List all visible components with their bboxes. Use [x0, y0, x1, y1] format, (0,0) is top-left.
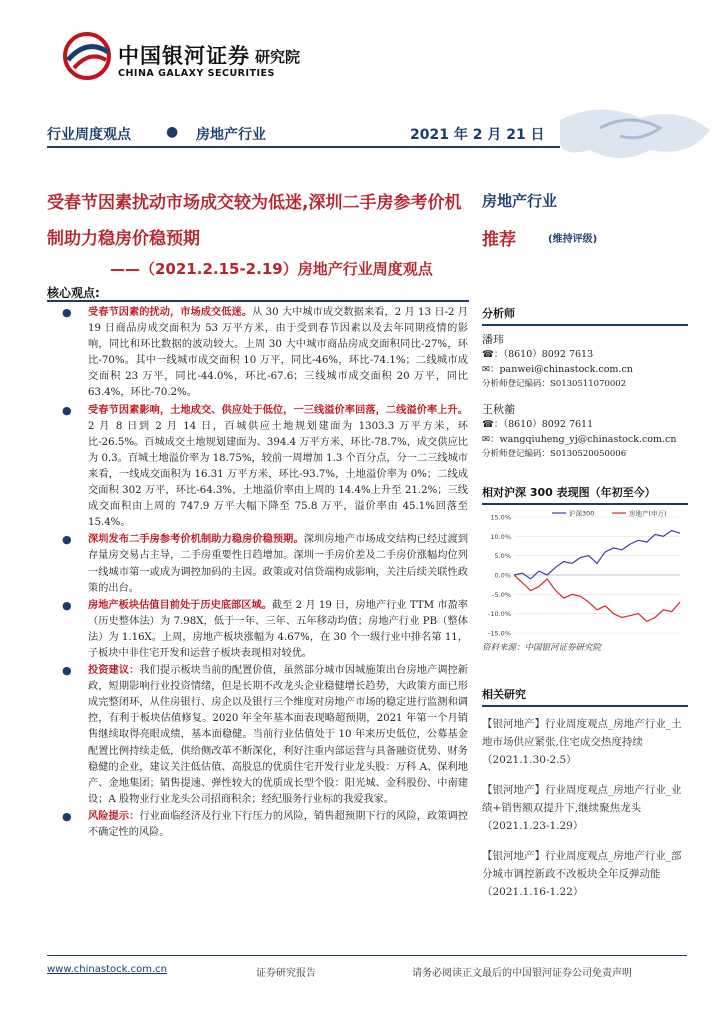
- y-tick-label: -10.0%: [488, 610, 511, 619]
- bullet-lead: 深圳发布二手房参考价机制助力稳房价稳预期。: [88, 534, 304, 546]
- report-title: 受春节因素扰动市场成交较为低迷,深圳二手房参考价机制助力稳房价稳预期: [47, 193, 462, 249]
- footer-label: 证券研究报告: [256, 968, 316, 979]
- related-heading: 相关研究: [482, 688, 526, 701]
- separator-dot: ●: [166, 124, 179, 140]
- chart-heading: 相对沪深 300 表现图（年初至今）: [482, 486, 656, 499]
- report-subtitle: ——（2021.2.15-2.19）房地产行业周度观点: [110, 260, 433, 278]
- series-line-1: [514, 575, 680, 621]
- bullet-lead: 房地产板块估值目前处于历史底部区域。: [88, 599, 272, 611]
- list-item: [60, 809, 468, 841]
- company-logo: [60, 30, 114, 82]
- analyst-name: 王秋蘅: [482, 402, 515, 416]
- bullet-icon: ●: [62, 664, 72, 678]
- performance-chart-svg: [482, 505, 688, 640]
- footer-website-link[interactable]: www.chinastock.com.cn: [47, 964, 167, 975]
- analyst-phone: ☎：（8610）8092 7613: [482, 348, 594, 360]
- performance-chart: [482, 505, 688, 640]
- bullet-lead: 受春节因素影响，土地成交、供应处于低位，一三线溢价率回落，二线溢价率上升。: [88, 404, 468, 416]
- rating-value: 推荐: [482, 230, 516, 250]
- bullet-lead: 投资建议：: [88, 665, 140, 677]
- analyst-section: [482, 305, 688, 462]
- y-tick-label: -15.0%: [488, 629, 511, 638]
- bullet-icon: ●: [62, 306, 72, 319]
- bullet-text: 2 月 8 日到 2 月 14 日，百城供应土地规划建面为 1303.3 万平方米，环比-26.5%。百城成交土地规划建面为、394.4 万平方米，环比-78.7%，成交供应比为 0.3。百城土地溢价率为 18.75%，较前一周增加 1.3 个百分点，分一二三线城市来看，一线成交面积为 16.31 万平方米，环比-93.7%，土地溢价率为 0%；二线成交面积 302 万平，环比-64.3%，土地溢价率由上周的 14.4%上升至 21.2%；三线成交面积由上周的 747.9 万平大幅下降至 75.8 万平，溢价率由 45.1%回落至 15.4%。: [88, 420, 468, 529]
- series-line-0: [514, 531, 680, 579]
- y-tick-label: 10.0%: [490, 532, 511, 541]
- related-item[interactable]: 【银河地产】行业周度观点_房地产行业_土地市场供应紧张,住宅成交热度持续（2021.1.30-2.5）: [482, 717, 682, 766]
- analyst-email[interactable]: ✉：panwei@chinastock.com.cn: [482, 363, 633, 375]
- y-tick-label: 0.0%: [494, 571, 511, 580]
- bullet-icon: ●: [62, 598, 72, 612]
- bullet-text: 我们提示板块当前的配置价值，虽然部分城市因城施策出台房地产调控新政，短期影响行业投资情绪，但是长期不改龙头企业稳健增长趋势，大政策方面已形成完整闭环，从住房银行、房企以及银行三个维度对房地产市场的稳定进行监测和调控，有利于板块估值修复。2020 年全年基本面表现略超预期，2021 年第一个月销售继续取得亮眼成绩，基本面稳健。当前行业估值处于 10 年来历史低位，公募基金配置比例持续走低，供给侧改革不断深化，利好注重内部运营与具备融资优势、财务稳健的企业，建议关注低估值、高股息的优质住宅开发行业龙头股：万科 A、保利地产、金地集团；销售提速、弹性较大的优质成长型个股：阳光城、金科股份、中南建设；A 股物业行业龙头公司招商积余；经纪服务行业标的我爱我家。: [88, 665, 469, 805]
- analyst-card: [482, 332, 688, 392]
- rating-note: (维持评级): [548, 234, 598, 245]
- legend-label: 房地产(申万): [629, 509, 667, 518]
- list-item: [60, 403, 468, 532]
- bullet-lead: 受春节因素的扰动，市场成交低迷。: [88, 307, 253, 318]
- report-type: 行业周度观点: [47, 127, 131, 143]
- analyst-phone: ☎：（8610）8092 7611: [482, 418, 594, 430]
- divider: [47, 300, 469, 302]
- bullet-text: 截至 2 月 19 日，房地产行业 TTM 市盈率（历史整体法）为 7.98X，低于一年、三年、五年移动均值；房地产行业 PB（整体法）为 1.16X。上周，房地产板块涨幅为 4.67%，在 30 个一级行业中排名第 11，子板块中非住宅开发和运营子板块表现相对较优。: [88, 599, 468, 659]
- related-item[interactable]: 【银河地产】行业周度观点_房地产行业_业绩+销售额双提升下,继续聚焦龙头（2021.1.23-1.29）: [482, 783, 682, 832]
- bullet-icon: ●: [62, 809, 72, 823]
- core-views-body: [60, 305, 468, 842]
- analyst-heading: 分析师: [482, 307, 515, 320]
- analyst-email[interactable]: ✉：wangqiuheng_yj@chinastock.com.cn: [482, 433, 677, 445]
- industry-label: 房地产行业: [196, 127, 266, 143]
- bullet-text: 行业面临经济及行业下行压力的风险，销售超预期下行的风险，政策调控不确定性的风险。: [88, 810, 469, 838]
- brand-name-cn: 中国银河证券: [118, 44, 250, 68]
- department-label: 研究院: [255, 48, 301, 66]
- footer-disclaimer: 请务必阅读正文最后的中国银河证券公司免责声明: [412, 968, 632, 979]
- bullet-icon: ●: [62, 403, 72, 417]
- y-tick-label: 15.0%: [490, 513, 511, 522]
- list-item: [60, 532, 468, 596]
- bullet-text: 深圳房地产市场成交结构已经过渡到存量房交易占主导，二手房重要性日趋增加。深圳一手房价差及二手房价涨幅均位列一线城市第一或成为调控加码的主因。政策或对信贷端构成影响，关注后续关联性政策的出台。: [88, 534, 469, 594]
- analyst-name: 潘玮: [482, 332, 504, 346]
- related-item[interactable]: 【银河地产】行业周度观点_房地产行业_部分城市调控新政不改板块全年反弹动能（2021.1.16-1.22）: [482, 849, 682, 898]
- y-tick-label: 5.0%: [494, 552, 511, 561]
- brand-name-en: CHINA GALAXY SECURITIES: [118, 68, 275, 79]
- related-section: [482, 686, 688, 913]
- footer-divider: [47, 955, 687, 956]
- bullet-lead: 风险提示：: [88, 810, 140, 822]
- divider: [482, 705, 688, 707]
- divider: [482, 324, 688, 326]
- bullet-icon: ●: [62, 533, 72, 547]
- report-date: 2021 年 2 月 21 日: [410, 127, 545, 143]
- core-views-label: 核心观点:: [47, 286, 100, 300]
- chart-heading-block: [482, 484, 688, 505]
- legend-label: 沪深300: [569, 509, 595, 518]
- bullet-text: 从 30 大中城市成交数据来看，2 月 13 日-2 月 19 日商品房成交面积为 53 万平方米，由于受到春节因素以及去年同期疫情的影响，同比和环比数据的波动较大。上周 30 大中城市商品房成交面积同比-27%，环比-70%。其中一线城市成交面积 10 万平，同比-46%，环比-74.1%；二线城市成交面积 23 万平，同比-44.0%，环比-67.6；三线城市成交面积 20 万平，同比 63.4%，环比-70.2%。: [88, 307, 468, 399]
- y-tick-label: -5.0%: [492, 590, 511, 599]
- analyst-registration: 分析师登记编码：S0130511070002: [482, 378, 627, 389]
- rating-industry: 房地产行业: [482, 192, 558, 210]
- analyst-registration: 分析师登记编码：S0130520050006: [482, 448, 627, 459]
- list-item: [60, 305, 468, 402]
- chart-source: 资料来源：中国银河证券研究院: [482, 643, 602, 653]
- list-item: [60, 598, 468, 662]
- analyst-card: [482, 402, 688, 462]
- list-item: [60, 663, 468, 808]
